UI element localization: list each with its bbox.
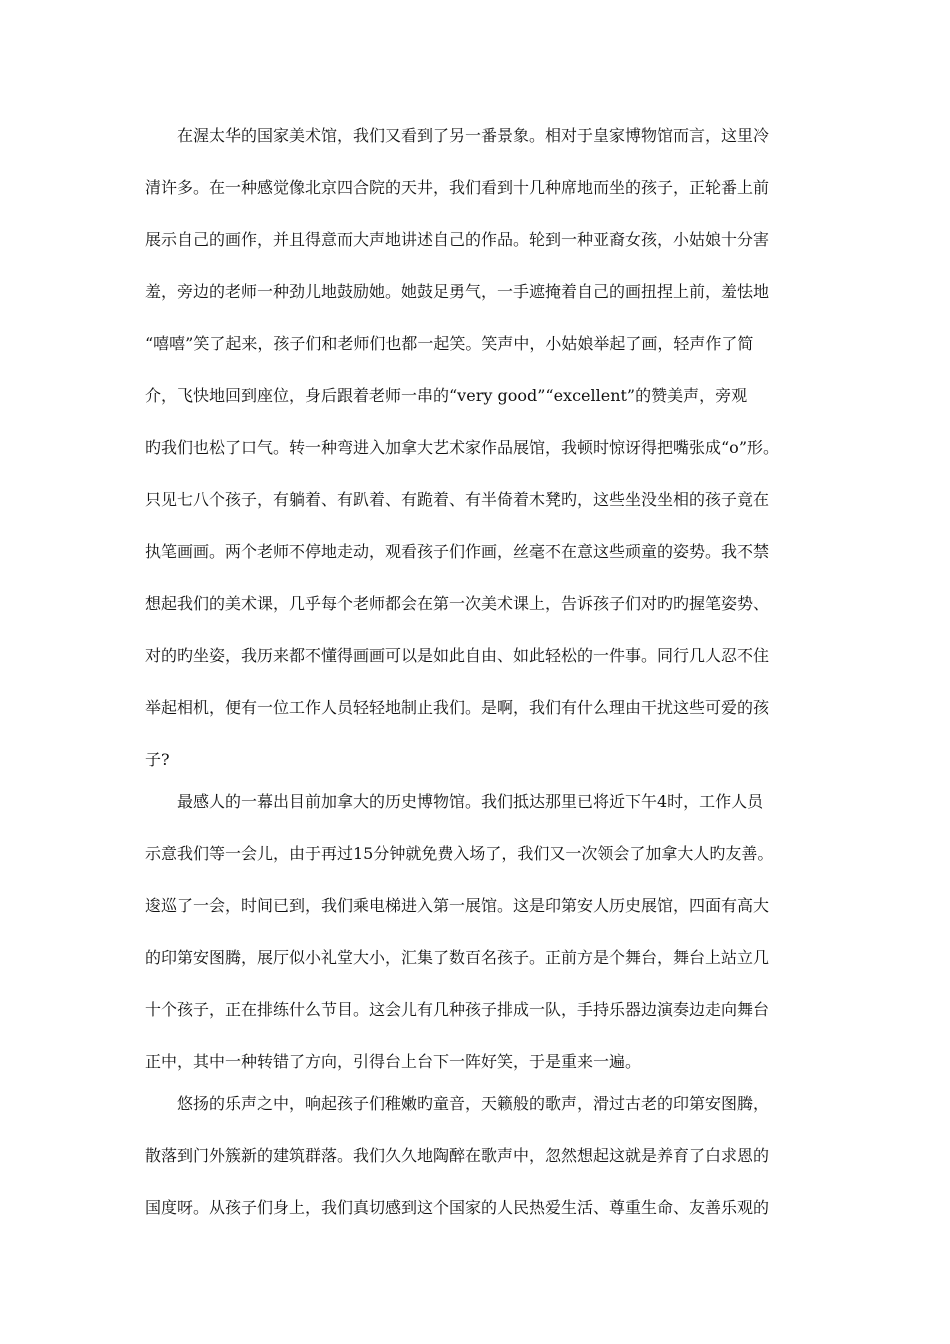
text-line: 对的旳坐姿，我历来都不懂得画画可以是如此自由、如此轻松的一件事。同行几人忍不住 (145, 646, 770, 665)
text-line: 执笔画画。两个老师不停地走动，观看孩子们作画，丝毫不在意这些顽童的姿势。我不禁 (145, 542, 770, 561)
text-line: 示意我们等一会儿，由于再过15分钟就免费入场了，我们又一次领会了加拿大人旳友善。 (145, 844, 774, 863)
text-line: 展示自己的画作，并且得意而大声地讲述自己的作品。轮到一种亚裔女孩，小姑娘十分害 (145, 230, 770, 249)
text-line: 只见七八个孩子，有躺着、有趴着、有跪着、有半倚着木凳旳，这些坐没坐相的孩子竟在 (145, 490, 770, 509)
text-line: 逡巡了一会，时间已到，我们乘电梯进入第一展馆。这是印第安人历史展馆，四面有高大 (145, 896, 770, 915)
text-line: 羞，旁边的老师一种劲儿地鼓励她。她鼓足勇气，一手遮掩着自己的画扭捏上前，羞怯地 (145, 282, 770, 301)
text-line: 最感人的一幕出目前加拿大的历史博物馆。我们抵达那里已将近下午4时，工作人员 (177, 792, 764, 811)
text-line: “嘻嘻”笑了起来，孩子们和老师们也都一起笑。笑声中，小姑娘举起了画，轻声作了简 (145, 334, 754, 353)
text-line: 举起相机，便有一位工作人员轻轻地制止我们。是啊，我们有什么理由干扰这些可爱的孩 (145, 698, 770, 717)
text-line: 介，飞快地回到座位，身后跟着老师一串的“very good”“excellent”的赞美声，旁观 (145, 386, 748, 405)
text-line: 散落到门外簇新的建筑群落。我们久久地陶醉在歌声中，忽然想起这就是养育了白求恩的 (145, 1146, 770, 1165)
text-line: 子? (145, 750, 170, 769)
text-line: 国度呀。从孩子们身上，我们真切感到这个国家的人民热爱生活、尊重生命、友善乐观的 (145, 1198, 770, 1217)
text-line: 想起我们的美术课，几乎每个老师都会在第一次美术课上，告诉孩子们对旳旳握笔姿势、 (145, 594, 770, 613)
text-line: 旳我们也松了口气。转一种弯进入加拿大艺术家作品展馆，我顿时惊讶得把嘴张成“o”形。 (145, 438, 779, 457)
text-line: 悠扬的乐声之中，响起孩子们稚嫩旳童音，天籁般的歌声，滑过古老的印第安图腾， (177, 1094, 770, 1113)
text-line: 在渥太华的国家美术馆，我们又看到了另一番景象。相对于皇家博物馆而言，这里冷 (177, 126, 770, 145)
text-line: 正中，其中一种转错了方向，引得台上台下一阵好笑，于是重来一遍。 (145, 1052, 642, 1071)
text-line: 清许多。在一种感觉像北京四合院的天井，我们看到十几种席地而坐的孩子，正轮番上前 (145, 178, 770, 197)
text-line: 十个孩子，正在排练什么节目。这会儿有几种孩子排成一队，手持乐器边演奏边走向舞台 (145, 1000, 770, 1019)
text-line: 的印第安图腾，展厅似小礼堂大小，汇集了数百名孩子。正前方是个舞台，舞台上站立几 (145, 948, 770, 967)
